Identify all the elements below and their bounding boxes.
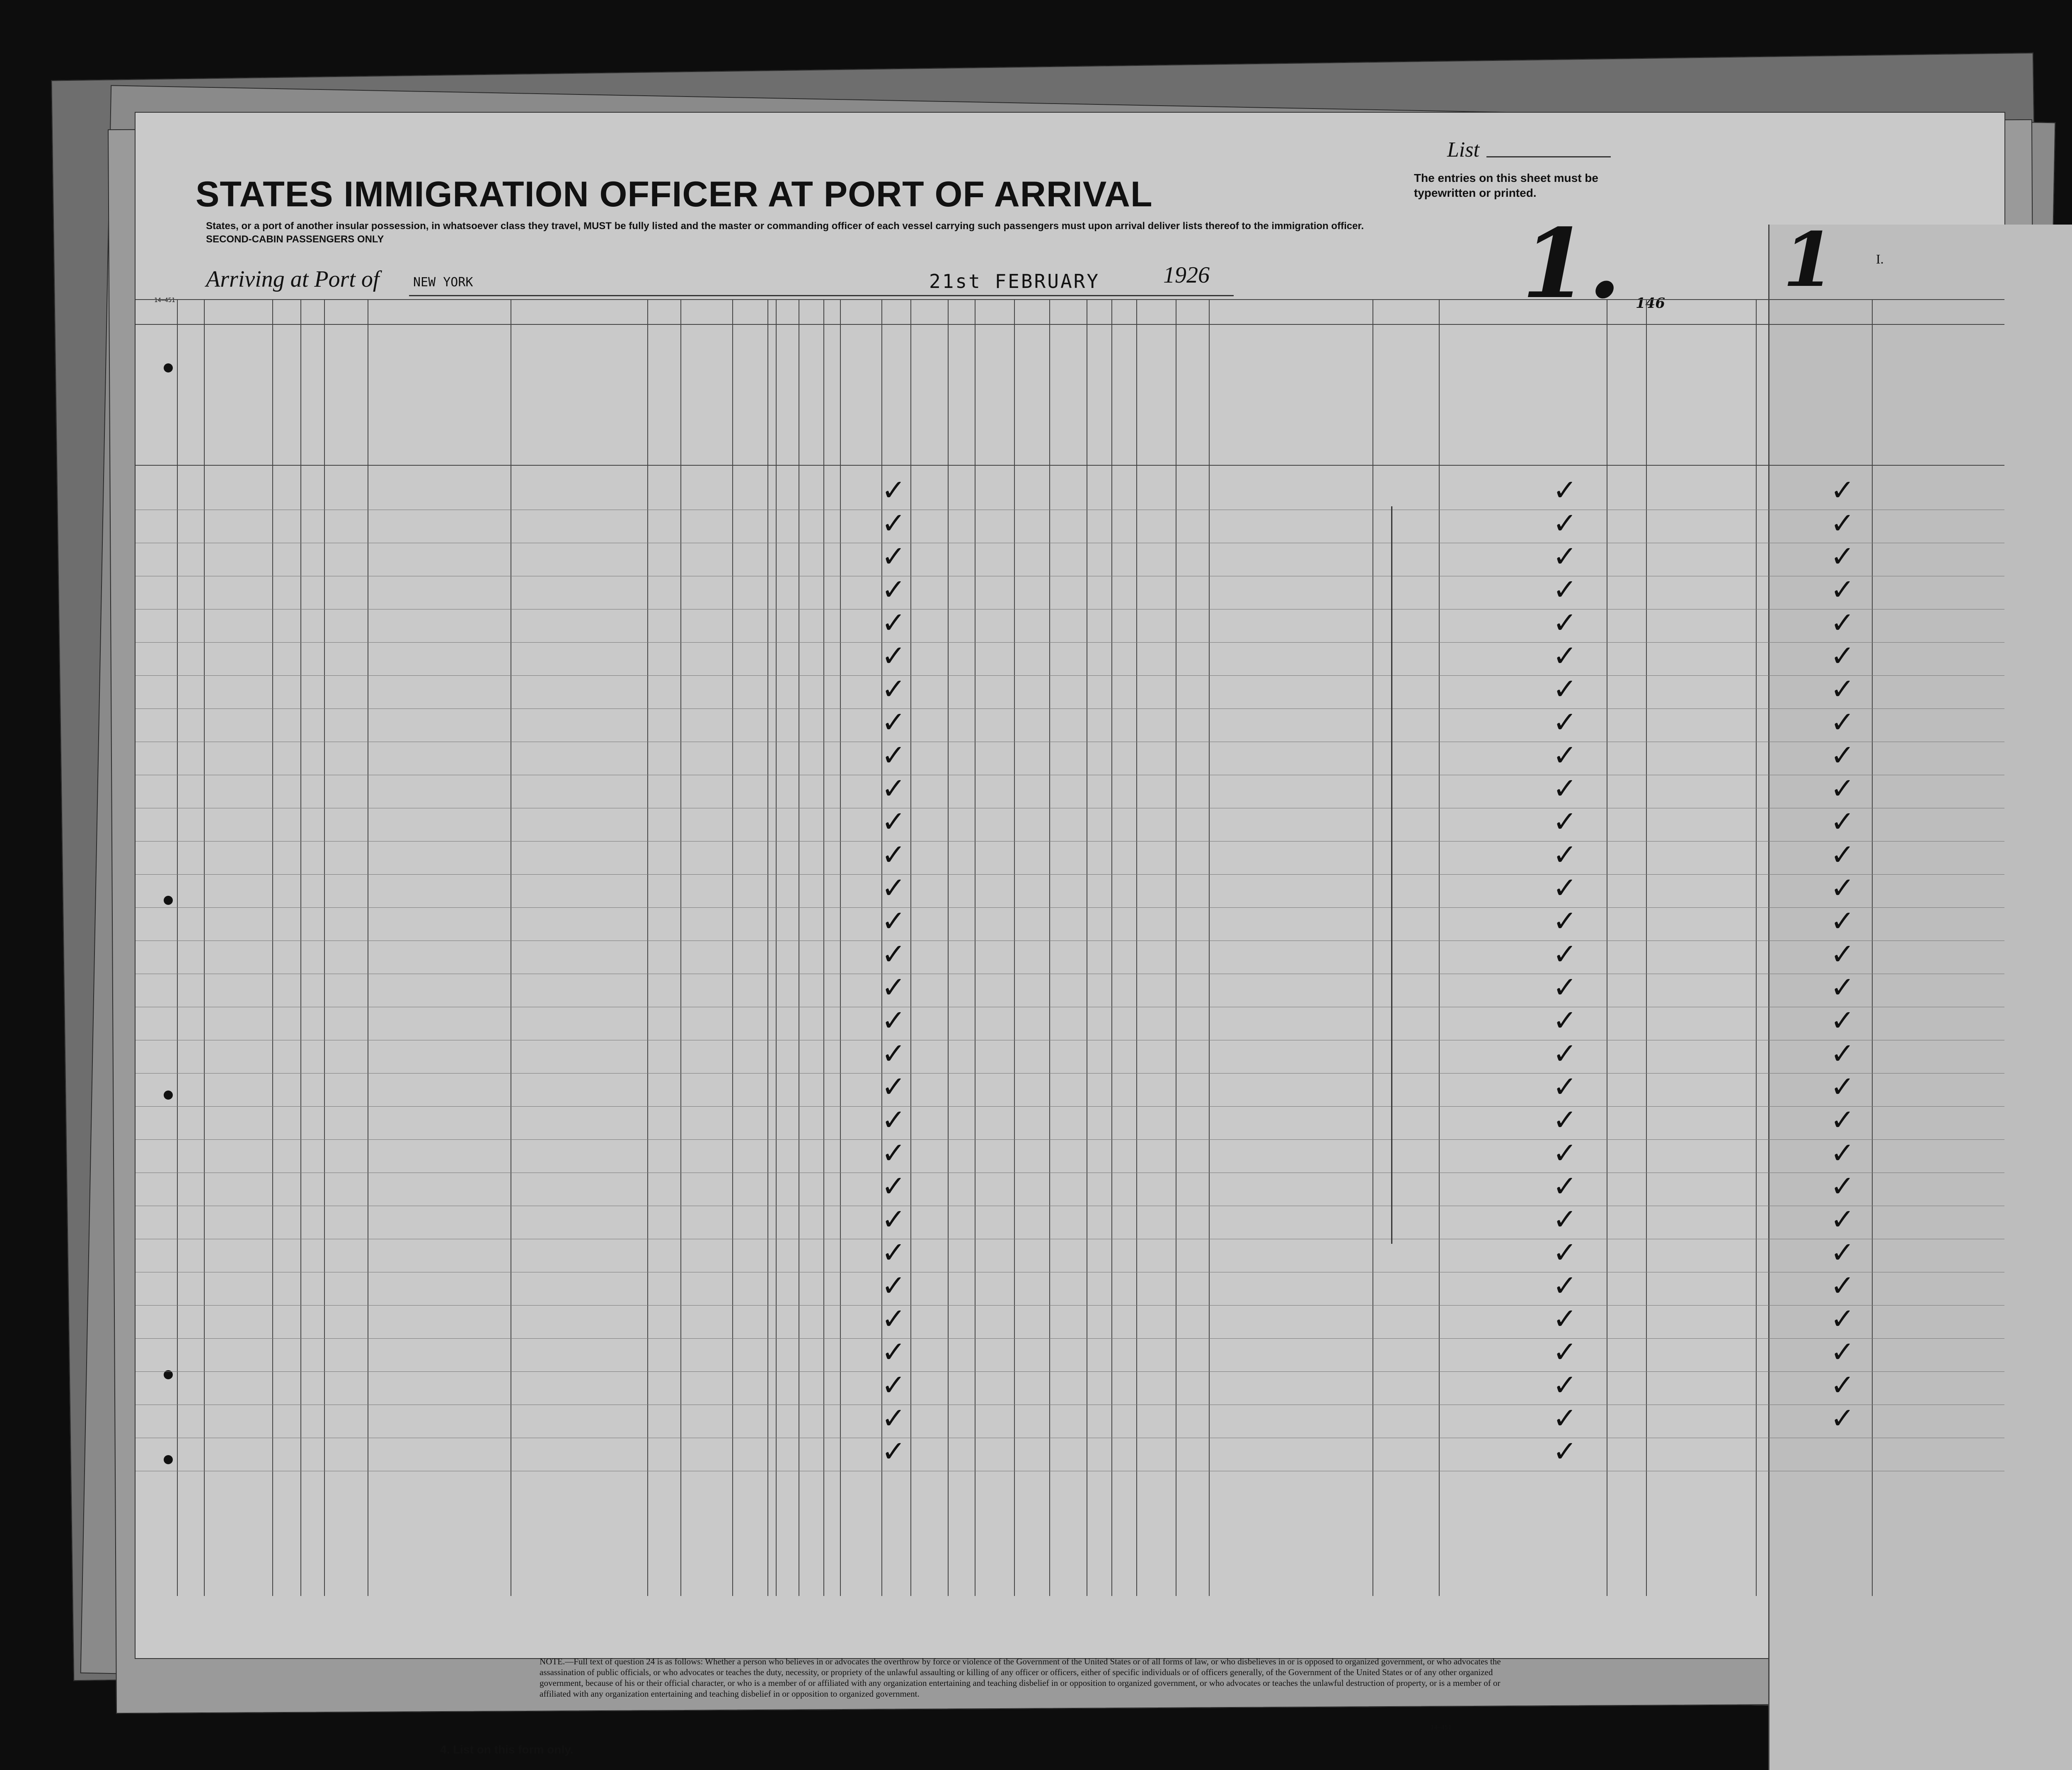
check-mark: ✓ bbox=[1830, 639, 1855, 673]
row-rule bbox=[136, 708, 2004, 709]
column-rule bbox=[1136, 299, 1137, 1596]
check-mark: ✓ bbox=[1553, 838, 1577, 872]
check-mark: ✓ bbox=[881, 506, 906, 540]
check-mark: ✓ bbox=[881, 838, 906, 872]
check-mark: ✓ bbox=[1553, 1335, 1577, 1369]
form-number-footer: 14—451 bbox=[1431, 1724, 1452, 1731]
list-line bbox=[1486, 156, 1611, 157]
arrival-date: 21st FEBRUARY bbox=[929, 270, 1100, 293]
column-rule bbox=[1014, 299, 1015, 1596]
handwritten-list-number: 1. bbox=[1522, 208, 1622, 320]
check-mark: ✓ bbox=[1830, 904, 1855, 938]
header-rule bbox=[136, 324, 2004, 325]
roman-marker: I. bbox=[1876, 251, 1884, 266]
column-rule bbox=[1439, 299, 1440, 1596]
check-mark: ✓ bbox=[881, 1302, 906, 1336]
check-mark: ✓ bbox=[1553, 1070, 1577, 1104]
check-mark: ✓ bbox=[1553, 771, 1577, 805]
handwritten-list-number-right: 1 bbox=[1783, 216, 1835, 304]
check-mark: ✓ bbox=[1553, 1103, 1577, 1137]
header-rule bbox=[136, 465, 2004, 466]
check-mark: ✓ bbox=[881, 1037, 906, 1071]
check-mark: ✓ bbox=[1553, 1368, 1577, 1402]
check-mark: ✓ bbox=[881, 606, 906, 640]
check-mark: ✓ bbox=[1830, 1070, 1855, 1104]
check-mark: ✓ bbox=[1553, 1003, 1577, 1037]
check-mark: ✓ bbox=[1553, 473, 1577, 507]
column-rule bbox=[272, 299, 273, 1596]
check-mark: ✓ bbox=[1553, 606, 1577, 640]
arrival-underline bbox=[409, 295, 1234, 296]
check-mark: ✓ bbox=[881, 672, 906, 706]
question-24-note: NOTE.—Full text of question 24 is as follows: Whether a person who believes in or advocates the overthrow by force or violence of the Government of the United States or of all forms of law, or who disbelieves in or is opposed to organized government, or who advocates the assassination of public officials, or who advocates or teaches the duty, necessity, or propriety of the unlawful assaulting or killing of any officer or officers, either of specific individuals or of officers generally, of the Government of the United States or of any other organized government, because of his or their official character, or who is a member of or affiliated with any organization entertaining and teaching disbelief in or opposition to organized government, or who advocates or teaches the unlawful destruction of property, or is a member of or affiliated with any organization entertaining and teaching disbelief in or opposition to organized government. bbox=[540, 1656, 1501, 1699]
check-mark: ✓ bbox=[1830, 1401, 1855, 1435]
check-mark: ✓ bbox=[881, 970, 906, 1004]
row-rule bbox=[136, 1305, 2004, 1306]
check-mark: ✓ bbox=[1553, 970, 1577, 1004]
check-mark: ✓ bbox=[1553, 937, 1577, 971]
arrival-year: 1926 bbox=[1163, 262, 1210, 288]
check-mark: ✓ bbox=[1830, 1169, 1855, 1203]
check-mark: ✓ bbox=[881, 738, 906, 772]
check-mark: ✓ bbox=[1830, 1302, 1855, 1336]
column-rule bbox=[910, 299, 911, 1596]
check-mark: ✓ bbox=[1553, 506, 1577, 540]
check-mark: ✓ bbox=[1553, 1401, 1577, 1435]
check-mark: ✓ bbox=[1553, 904, 1577, 938]
entries-note: The entries on this sheet must be typewritten or printed. bbox=[1414, 172, 1598, 199]
check-mark: ✓ bbox=[881, 1070, 906, 1104]
check-mark: ✓ bbox=[1830, 1368, 1855, 1402]
column-rule bbox=[177, 299, 178, 1596]
check-mark: ✓ bbox=[881, 705, 906, 739]
column-rule bbox=[1111, 299, 1112, 1596]
check-mark: ✓ bbox=[1830, 937, 1855, 971]
check-mark: ✓ bbox=[1553, 1136, 1577, 1170]
check-mark: ✓ bbox=[881, 1335, 906, 1369]
handwritten-page-number: 146 bbox=[1636, 295, 1665, 312]
check-mark: ✓ bbox=[1830, 1335, 1855, 1369]
check-mark: ✓ bbox=[1553, 1169, 1577, 1203]
check-mark: ✓ bbox=[1553, 1434, 1577, 1468]
check-mark: ✓ bbox=[1830, 539, 1855, 573]
check-mark: ✓ bbox=[881, 1136, 906, 1170]
row-rule bbox=[136, 642, 2004, 643]
check-mark: ✓ bbox=[881, 1202, 906, 1236]
check-mark: ✓ bbox=[1553, 672, 1577, 706]
check-mark: ✓ bbox=[1830, 805, 1855, 839]
check-mark: ✓ bbox=[881, 904, 906, 938]
check-mark: ✓ bbox=[1830, 705, 1855, 739]
check-mark: ✓ bbox=[1830, 672, 1855, 706]
check-mark: ✓ bbox=[881, 1169, 906, 1203]
handwritten-bracket bbox=[1391, 506, 1392, 1244]
check-mark: ✓ bbox=[1830, 1236, 1855, 1269]
row-rule bbox=[136, 675, 2004, 676]
row-rule bbox=[136, 1139, 2004, 1140]
list-on-form-text: 4. List on this form only. bbox=[440, 1743, 574, 1756]
check-mark: ✓ bbox=[1553, 573, 1577, 607]
row-rule bbox=[136, 1371, 2004, 1372]
port-value: NEW YORK bbox=[413, 275, 473, 290]
check-mark: ✓ bbox=[1830, 738, 1855, 772]
column-rule bbox=[1049, 299, 1050, 1596]
column-rule bbox=[647, 299, 648, 1596]
column-rule bbox=[823, 299, 824, 1596]
check-mark: ✓ bbox=[881, 771, 906, 805]
column-rule bbox=[324, 299, 325, 1596]
check-mark: ✓ bbox=[1553, 1269, 1577, 1303]
column-rule bbox=[1209, 299, 1210, 1596]
column-rule bbox=[1756, 299, 1757, 1596]
column-rule bbox=[840, 299, 841, 1596]
check-mark: ✓ bbox=[1830, 606, 1855, 640]
column-rule bbox=[1872, 299, 1873, 1596]
check-mark: ✓ bbox=[1830, 1269, 1855, 1303]
form-title: STATES IMMIGRATION OFFICER AT PORT OF ARRIVAL bbox=[196, 174, 1153, 214]
check-mark: ✓ bbox=[1553, 738, 1577, 772]
check-mark: ✓ bbox=[881, 639, 906, 673]
check-mark: ✓ bbox=[1830, 1103, 1855, 1137]
check-mark: ✓ bbox=[1830, 1003, 1855, 1037]
check-mark: ✓ bbox=[1553, 1037, 1577, 1071]
check-mark: ✓ bbox=[1553, 705, 1577, 739]
check-mark: ✓ bbox=[1830, 970, 1855, 1004]
check-mark: ✓ bbox=[1830, 1037, 1855, 1071]
header-rule bbox=[136, 299, 2004, 300]
check-mark: ✓ bbox=[1830, 573, 1855, 607]
check-mark: ✓ bbox=[1553, 1302, 1577, 1336]
check-mark: ✓ bbox=[1553, 539, 1577, 573]
row-rule bbox=[136, 1106, 2004, 1107]
manifest-sheet bbox=[135, 112, 2005, 1756]
column-rule bbox=[1646, 299, 1647, 1596]
check-mark: ✓ bbox=[881, 1434, 906, 1468]
row-rule bbox=[136, 1338, 2004, 1339]
check-mark: ✓ bbox=[1830, 1136, 1855, 1170]
check-mark: ✓ bbox=[881, 1003, 906, 1037]
check-mark: ✓ bbox=[881, 1368, 906, 1402]
check-mark: ✓ bbox=[881, 1103, 906, 1137]
row-rule bbox=[136, 874, 2004, 875]
check-mark: ✓ bbox=[881, 805, 906, 839]
check-mark: ✓ bbox=[1830, 871, 1855, 905]
list-label: List bbox=[1447, 138, 1480, 162]
check-mark: ✓ bbox=[881, 937, 906, 971]
check-mark: ✓ bbox=[881, 539, 906, 573]
form-subtitle bbox=[206, 220, 1615, 246]
column-rule bbox=[948, 299, 949, 1596]
check-mark: ✓ bbox=[881, 871, 906, 905]
row-rule bbox=[136, 907, 2004, 908]
check-mark: ✓ bbox=[1830, 1202, 1855, 1236]
check-mark: ✓ bbox=[1553, 1202, 1577, 1236]
arriving-label: Arriving at Port of bbox=[206, 266, 380, 292]
column-rule bbox=[204, 299, 205, 1596]
check-mark: ✓ bbox=[1553, 639, 1577, 673]
column-rule bbox=[776, 299, 777, 1596]
column-rule bbox=[767, 299, 768, 1596]
check-mark: ✓ bbox=[881, 1269, 906, 1303]
check-mark: ✓ bbox=[881, 1401, 906, 1435]
check-mark: ✓ bbox=[881, 573, 906, 607]
check-mark: ✓ bbox=[1553, 1236, 1577, 1269]
second-cabin-label: SECOND-CABIN PASSENGERS ONLY bbox=[206, 234, 384, 245]
subtitle-text: States, or a port of another insular possession, in whatsoever class they travel, MUST be fully listed and the master or commanding officer of each vessel carrying such passengers must upon arrival deliver lists thereof to the immigration officer. bbox=[206, 220, 1364, 232]
check-mark: ✓ bbox=[1830, 771, 1855, 805]
check-mark: ✓ bbox=[1830, 506, 1855, 540]
check-mark: ✓ bbox=[1553, 805, 1577, 839]
column-rule bbox=[732, 299, 733, 1596]
column-rule bbox=[680, 299, 681, 1596]
manifest-table bbox=[136, 299, 2004, 1596]
form-number: 14—451 bbox=[154, 297, 175, 304]
row-rule bbox=[136, 1073, 2004, 1074]
column-rule bbox=[1372, 299, 1373, 1596]
column-rule bbox=[300, 299, 301, 1596]
check-mark: ✓ bbox=[1553, 871, 1577, 905]
check-mark: ✓ bbox=[881, 473, 906, 507]
check-mark: ✓ bbox=[1830, 473, 1855, 507]
check-mark: ✓ bbox=[1830, 838, 1855, 872]
check-mark: ✓ bbox=[881, 1236, 906, 1269]
